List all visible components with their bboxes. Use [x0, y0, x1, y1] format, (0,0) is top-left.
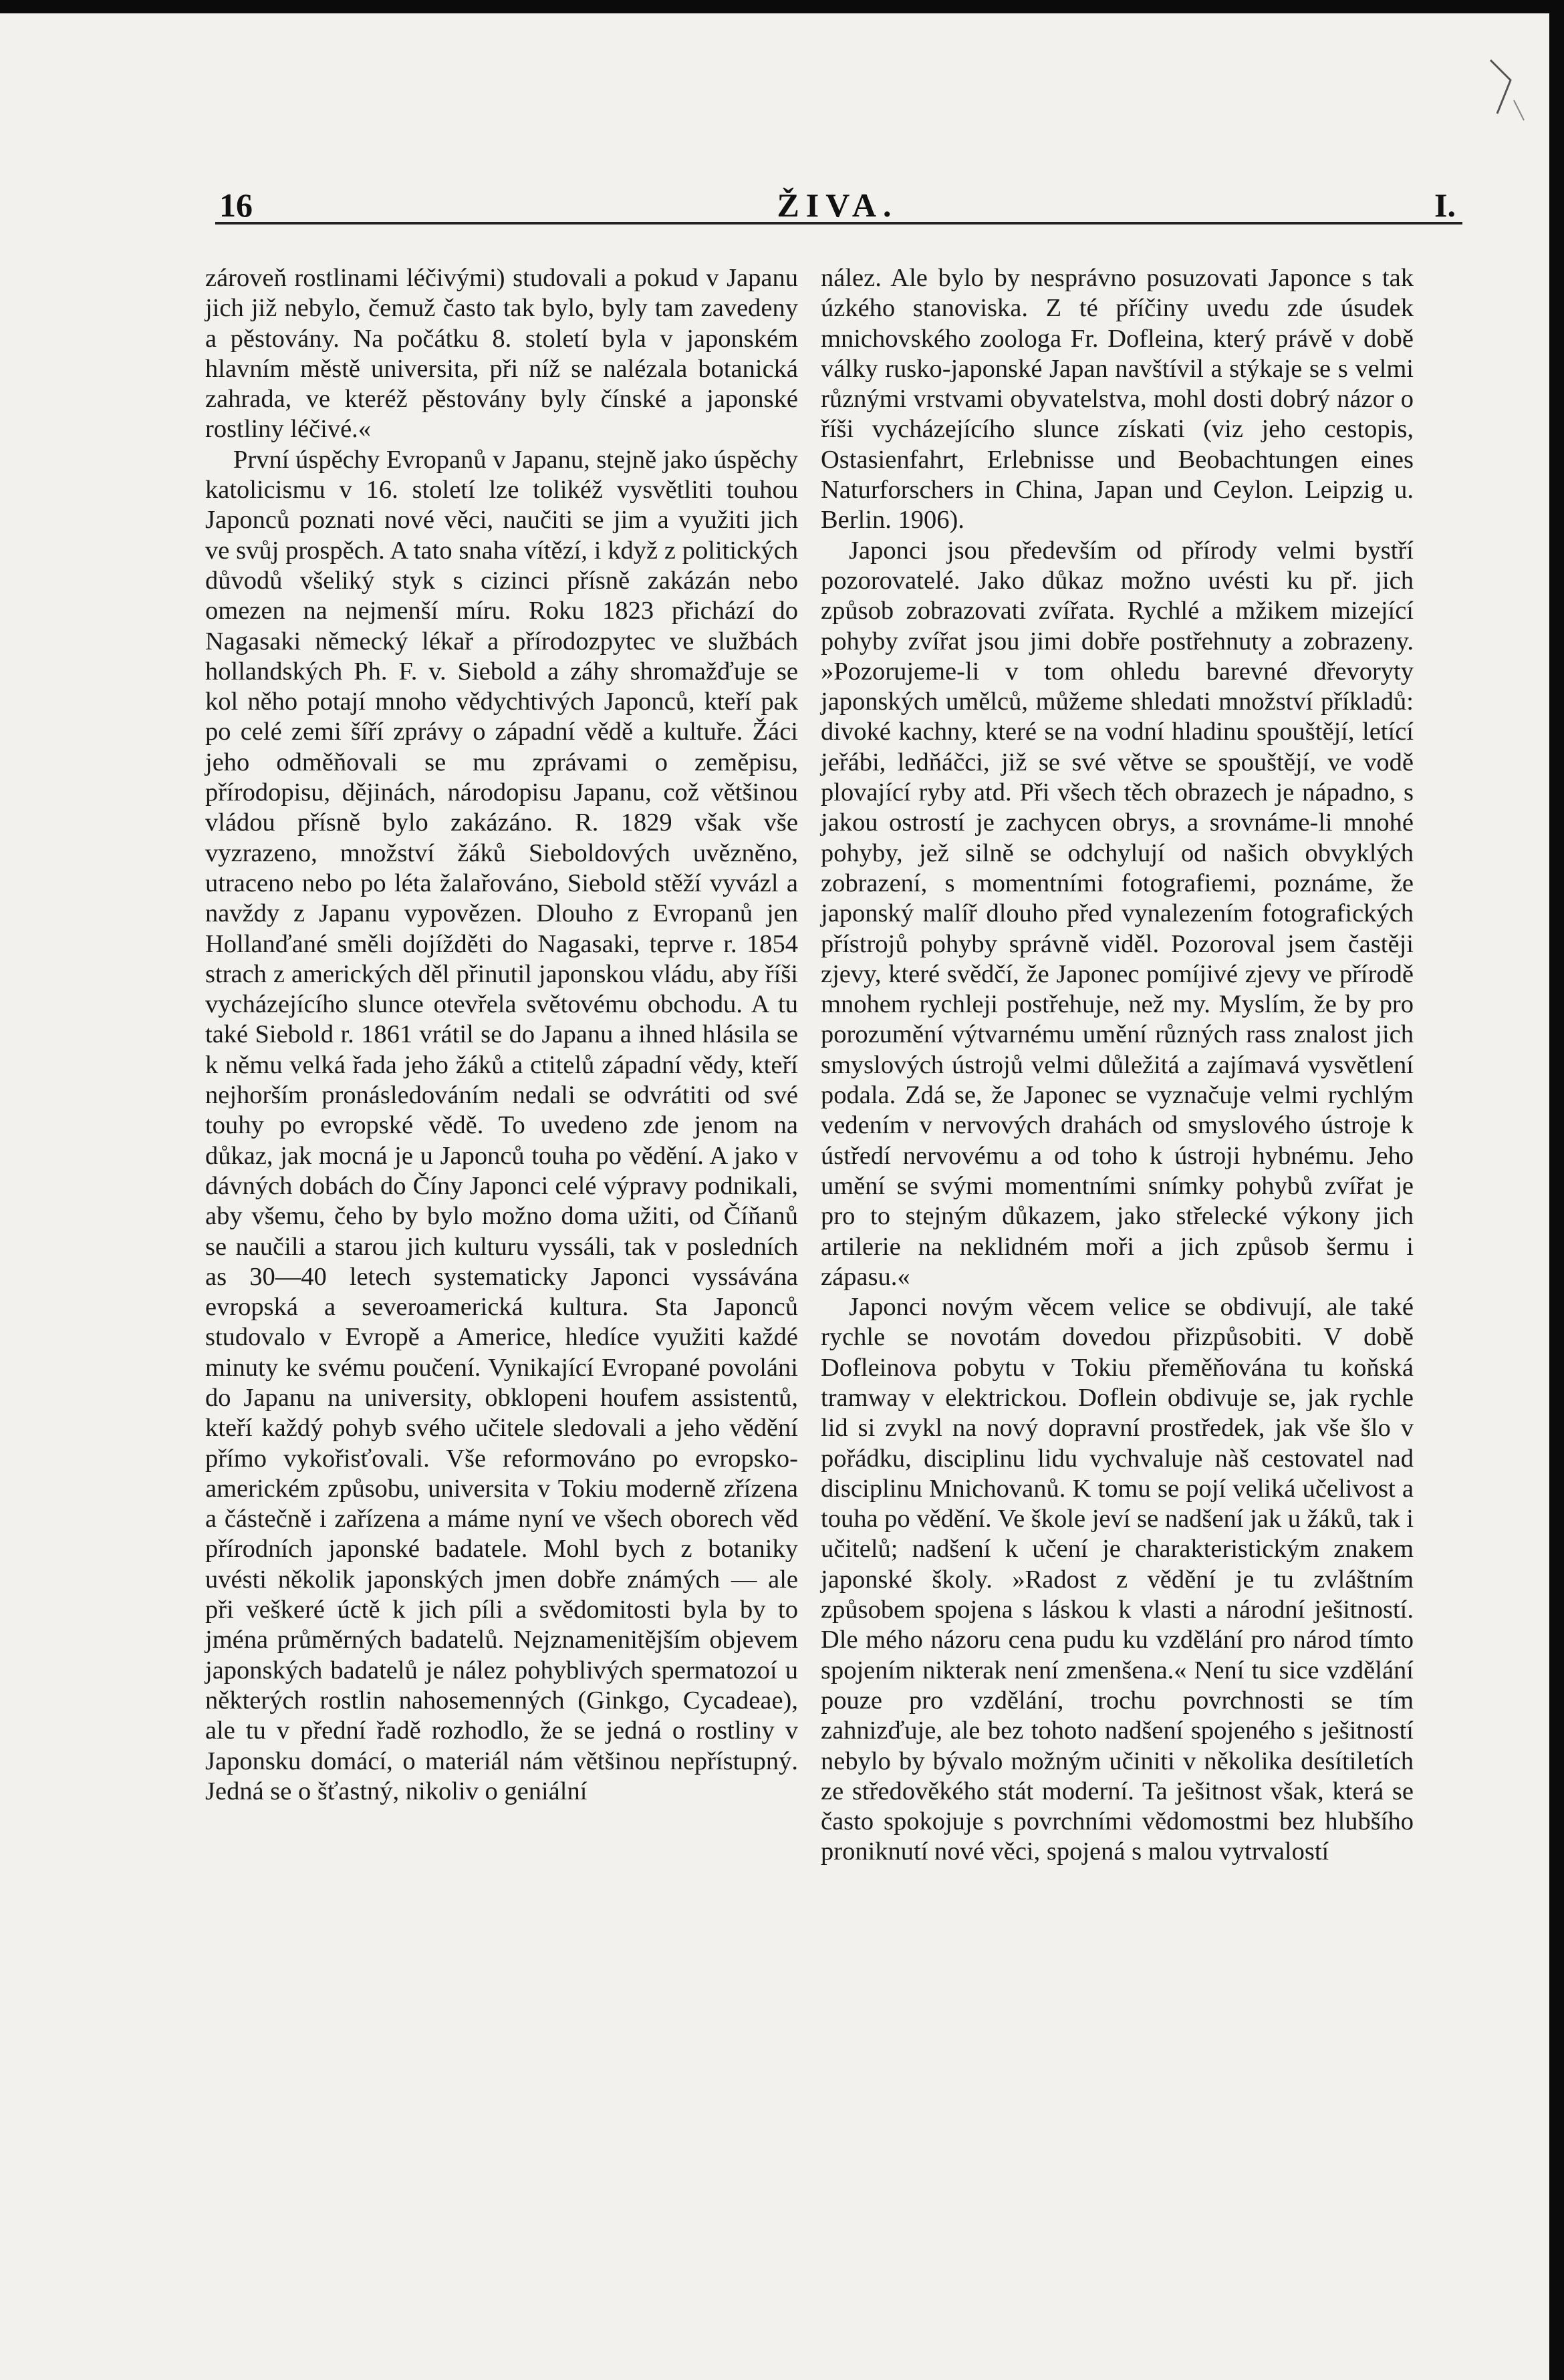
journal-title: ŽIVA. [777, 186, 898, 224]
scan-edge-mark [1484, 33, 1537, 127]
paragraph: zároveň rostlinami léčivými) studovali a pokud v Japanu jich již nebylo, čemuž často tak bylo, byly tam zavedeny a pěstovány. Na počátku 8. století byla v japonském hlavním městě universita, při níž se nalézala botanická zahrada, ve kteréž pěstovány byly čínské a japonské rostliny léčivé.« [205, 264, 798, 444]
paragraph: Japonci jsou především od přírody velmi bystří pozorovatelé. Jako důkaz možno uvésti ku př. jich způsob zobrazovati zvířata. Rychlé a mžikem mizející pohyby zvířat jsou jimi dobře postřehnuty a zobrazeny. »Pozorujeme-li v tom ohledu barevné dřevoryty japonských umělců, můžeme shledati množství příkladů: divoké kachny, které se na vodní hladinu spouštějí, letící jeřábi, ledňáčci, již se své větve se spouštějí, ve vodě plovající ryby atd. Při všech těch obrazech je nápadno, s jakou ostrostí je zachycen obrys, a srovnáme-li mnohé pohyby, jež silně se odchylují od našich obvyklých zobrazení, s momentními fotografiemi, poznáme, že japonský malíř dlouho před vynalezením fotografických přístrojů pohyby správně viděl. Pozoroval jsem častěji zjevy, které svědčí, že Japonec pomíjivé zjevy ve přírodě mnohem rychleji postřehuje, než my. Myslím, že by pro porozumění výtvarnému umění různých rass znalost jich smyslových ústrojů velmi důležitá a zajímavá vysvětlení podala. Zdá se, že Japonec se vyznačuje velmi rychlým vedením v nervových drahách od smyslového ústroje k ústředí nervovému a od toho k ústroji hybnému. Jeho umění se svými momentními snímky pohybů zvířat je pro to stejným důkazem, jako střelecké výkony jich artilerie na neklidném moři a jich způsob šermu i zápasu.« [821, 536, 1414, 1291]
paragraph: nález. Ale bylo by nesprávno posuzovati Japonce s tak úzkého stanoviska. Z té příčiny uvedu zde úsudek mnichovského zoologa Fr. Dofleina, který právě v době války rusko-japonské Japan navštívil a stýkaje se s velmi různými vrstvami obyvatelstva, mohl dosti dobrý názor o říši vycházejícího slunce získati (viz jeho cestopis, Ostasienfahrt, Erlebnisse und Beobachtungen eines Naturforschers in China, Japan und Ceylon. Leipzig u. Berlin. 1906). [821, 264, 1414, 535]
page-number: 16 [219, 186, 253, 224]
right-column [821, 263, 1414, 1868]
paragraph: První úspěchy Evropanů v Japanu, stejně jako úspěchy katolicismu v 16. století lze tolikéž vysvětliti touhou Japonců poznati nové věci, naučiti se jim a využiti jich ve svůj prospěch. A tato snaha vítězí, i když z politických důvodů všeliký styk s cizinci přísně zakázán nebo omezen na nejmenší míru. Roku 1823 přichází do Nagasaki německý lékař a přírodozpytec ve službách hollandských Ph. F. v. Siebold a záhy shromažďuje se kol něho potají mnoho vědychtivých Japonců, kteří pak po celé zemi šíří zprávy o západní vědě a kultuře. Žáci jeho odměňovali se mu zprávami o zeměpisu, přírodopisu, dějinách, národopisu Japanu, což většinou vládou přísně bylo zakázáno. R. 1829 však vše vyzrazeno, množství žáků Sieboldových uvězněno, utraceno nebo po léta žalařováno, Siebold stěží vyvázl a navždy z Japanu vypovězen. Dlouho z Evropanů jen Hollanďané směli dojížděti do Nagasaki, teprve r. 1854 strach z amerických děl přinutil japonskou vládu, aby říši vycházejícího slunce otevřela světovému obchodu. A tu také Siebold r. 1861 vrátil se do Japanu a ihned hlásila se k němu velká řada jeho žáků a ctitelů západní vědy, kteří nejhorším pronásledováním nedali se odvrátiti od své touhy po evropské vědě. To uvedeno zde jenom na důkaz, jak mocná je u Japonců touha po vědění. A jako v dávných dobách do Číny Japonci celé výpravy podnikali, aby všemu, čeho by bylo možno doma užiti, od Číňanů se naučili a starou jich kulturu vyssáli, tak v posledních as 30—40 letech systematicky Japonci vyssávána evropská a severoamerická kultura. Sta Japonců studovalo v Evropě a Americe, hledíce využiti každé minuty ke svému poučení. Vynikající Evropané povoláni do Japanu na university, obklopeni houfem assistentů, kteří každý pohyb svého učitele sledovali a jeho vědění přímo vykořisťovali. Vše reformováno po evropsko-americkém způsobu, universita v Tokiu moderně zřízena a částečně i zařízena a máme nyní ve všech oborech věd přírodních japonské badatele. Mohl bych z botaniky uvésti několik japonských jmen dobře známých — ale při veškeré úctě k jich píli a svědomitosti byla by to jména průměrných badatelů. Nejznamenitějším objevem japonských badatelů je nález pohyblivých spermatozoí u některých rostlin nahosemenných (Ginkgo, Cycadeae), ale tu v přední řadě rozhodlo, že se jedná o rostliny v Japonsku domácí, o materiál nám většinou nepřístupný. Jedná se o šťastný, nikoliv o geniální [205, 445, 798, 1805]
scanned-page [0, 13, 1549, 2380]
header-rule [215, 222, 1462, 225]
left-column [205, 263, 798, 1807]
page-header [219, 186, 1456, 226]
volume-number: I. [1434, 186, 1456, 224]
paragraph: Japonci novým věcem velice se obdivují, ale také rychle se novotám dovedou přizpůsobiti. V době Dofleinova pobytu v Tokiu přeměňována tu koňská tramway v elektrickou. Doflein obdivuje se, jak rychle lid si zvykl na nový dopravní prostředek, jak vše šlo v pořádku, disciplinu lidu vychvaluje nàš cestovatel nad disciplinu Mnichovanů. K tomu se pojí veliká učelivost a touha po vědění. Ve škole jeví se nadšení jak u žáků, tak i učitelů; nadšení k učení je charakteristickým znakem japonské školy. »Radost z vědění je tu zvláštním způsobem spojena s láskou k vlasti a národní ješitností. Dle mého názoru cena pudu ku vzdělání pro národ tímto spojením nikterak není zmenšena.« Není tu sice vzdělání pouze pro vzdělání, trochu povrchnosti se tím zahnizďuje, ale bez tohoto nadšení spojeného s ješitností nebylo by bývalo možným učiniti v několika desítiletích ze středověkého stát moderní. Ta ješitnost však, která se často spokojuje s povrchními vědomostmi bez hlubšího proniknutí nové věci, spojená s malou vytrvalostí [821, 1293, 1414, 1866]
